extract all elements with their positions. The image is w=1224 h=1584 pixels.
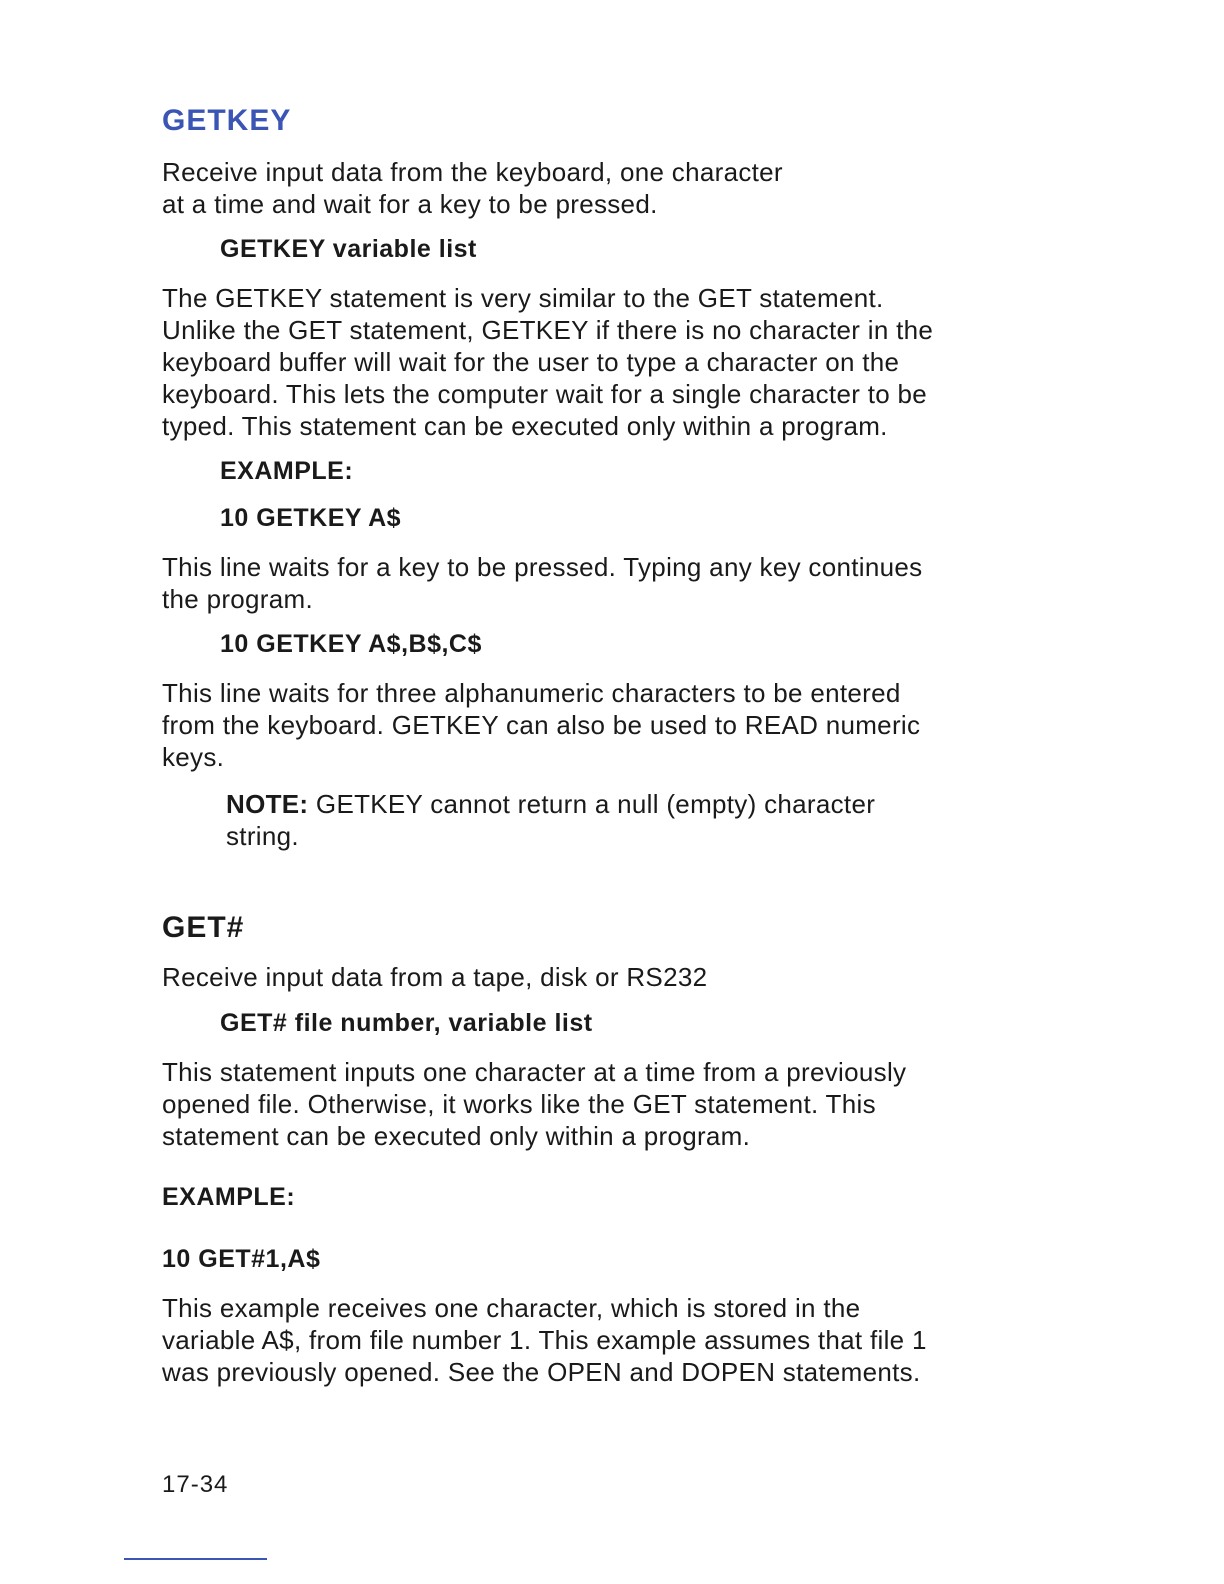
getkey-body: The GETKEY statement is very similar to the GET statement. Unlike the GET statement, GETKEY if there is no character in the keyboard buffer will wait for the user to type a character on the keyboard. This lets the computer wait for a single character to be typed. This statement can be executed only within a program.	[162, 283, 934, 441]
footer-rule	[124, 1558, 267, 1560]
getfile-example-label: EXAMPLE:	[162, 1183, 296, 1211]
getfile-example-code: 10 GET#1,A$	[162, 1245, 321, 1273]
getfile-example-text: This example receives one character, which is stored in the variable A$, from file number 1. This example assumes that file 1 was previously opened. See the OPEN and DOPEN statements.	[162, 1293, 927, 1387]
note-label: NOTE:	[226, 789, 309, 819]
getfile-description: Receive input data from a tape, disk or RS232	[162, 962, 708, 992]
getkey-note	[226, 788, 875, 852]
getkey-example1-code: 10 GETKEY A$	[220, 504, 402, 532]
getkey-syntax: GETKEY variable list	[220, 235, 477, 263]
getkey-heading: GETKEY	[162, 104, 292, 137]
getfile-syntax: GET# file number, variable list	[220, 1009, 593, 1037]
getkey-example2-code: 10 GETKEY A$,B$,C$	[220, 630, 482, 658]
note-text: GETKEY cannot return a null (empty) character string.	[226, 789, 876, 851]
getkey-example2-text: This line waits for three alphanumeric characters to be entered from the keyboard. GETKEY can also be used to READ numeric keys.	[162, 678, 921, 772]
getfile-heading: GET#	[162, 911, 245, 944]
getkey-example1-text: This line waits for a key to be pressed. Typing any key continues the program.	[162, 552, 923, 614]
page-number: 17-34	[162, 1471, 229, 1498]
getfile-body: This statement inputs one character at a time from a previously opened file. Otherwise, it works like the GET statement. This statement can be executed only within a program.	[162, 1057, 907, 1151]
getkey-example-label: EXAMPLE:	[220, 457, 354, 485]
getkey-description: Receive input data from the keyboard, one character at a time and wait for a key to be pressed.	[162, 157, 783, 219]
